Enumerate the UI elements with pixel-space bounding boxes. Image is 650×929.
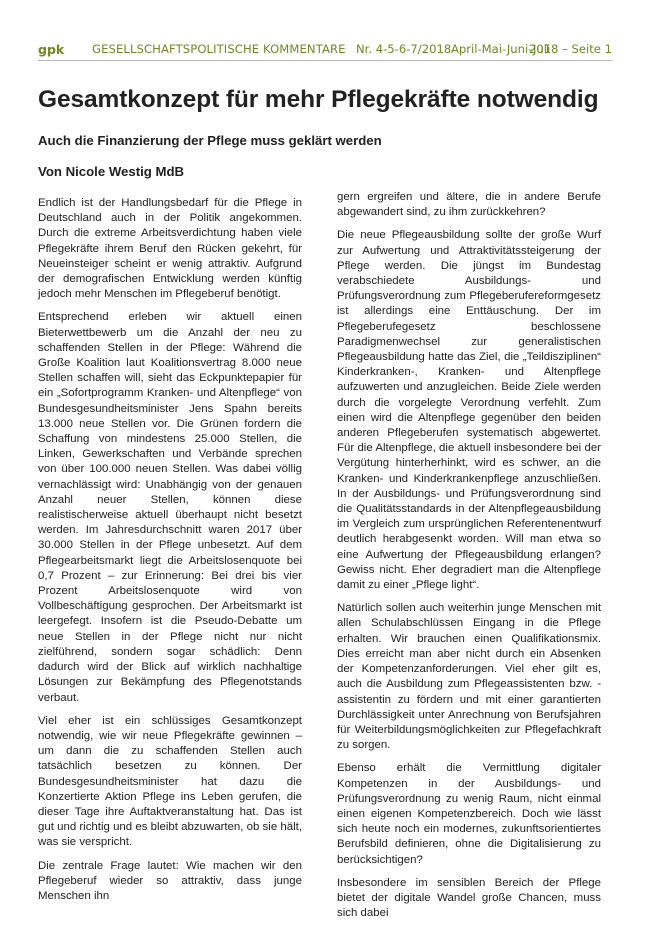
paragraph: Die zentrale Frage lautet: Wie machen wir den Pflegeberuf wieder so attraktiv, dass junge Menschen ihn — [38, 859, 302, 902]
right-column — [337, 190, 601, 929]
series-name: GESELLSCHAFTSPOLITISCHE KOMMENTARE — [92, 42, 346, 56]
paragraph: Viel eher ist ein schlüssiges Gesamtkonzept notwendig, wie wir neue Pflegekräfte gewinnen – um dann die zu schaffenden Stellen auch tatsächlich besetzen zu können. Der Bundesgesundheitsminister hat dazu die Konzertierte Aktion Pflege ins Leben gerufen, die dieser Tage ihre Auftaktveranstaltung hat. Das ist gut und richtig und es bleibt abzuwarten, ob sie hält, was sie verspricht. — [38, 714, 302, 849]
article-subtitle: Auch die Finanzierung der Pflege muss geklärt werden — [38, 133, 382, 148]
left-column — [38, 196, 302, 912]
page-header — [38, 42, 612, 60]
year-page: 2018 – Seite 1 — [528, 42, 612, 56]
paragraph: Endlich ist der Handlungsbedarf für die Pflege in Deutschland auch in der Politik angekommen. Durch die extreme Arbeitsverdichtung haben viele Pflegekräfte ihrem Beruf den Rücken gekehrt, für Neueinsteiger scheint er wenig attraktiv. Aufgrund der demografischen Entwicklung werden künftig jedoch mehr Menschen im Pflegeberuf benötigt. — [38, 197, 302, 301]
article-author: Von Nicole Westig MdB — [38, 164, 185, 179]
paragraph: Entsprechend erleben wir aktuell einen Bieterwettbewerb um die Anzahl der neu zu schaffenden Stellen in der Pflege: Während die Große Koalition laut Koalitionsvertrag 8.000 neue Stellen schaffen will, sieht das Eckpunktepapier für ein „Sofortprogramm Kranken- und Altenpflege“ von Bundesgesundheitsminister Jens Spahn bereits 13.000 neue Stellen vor. Die Grünen fordern die Schaffung von mindestens 25.000 Stellen, die Linken, Gewerkschaften und Verbände sprechen von über 100.000 neuen Stellen. Was dabei völlig vernachlässigt wird: Unabhängig von der genauen Anzahl neuer Stellen, können diese realistischerweise aktuell überhaupt nicht besetzt werden. Im Jahresdurchschnitt waren 2017 über 30.000 Stellen in der Pflege unbesetzt. Auf dem Pflegearbeitsmarkt liegt die Arbeitslosenquote bei 0,7 Prozent – zur Erinnerung: Bei drei bis vier Prozent Arbeitslosenquote wird von Vollbeschäftigung gesprochen. Der Arbeitsmarkt ist leergefegt. Insofern ist die Pseudo-Debatte um neue Stellen in der Pflege nicht nur nicht zielführend, sondern sogar schädlich: Denn dadurch wird der Blick auf wirklich nachhaltige Lösungen zur Bekämpfung des Pflegenotstands verbaut. — [38, 311, 302, 704]
issue-months: April-Mai-Juni-Juli — [451, 42, 551, 56]
paragraph: Natürlich sollen auch weiterhin junge Menschen mit allen Schulabschlüssen Eingang in die Pflege erhalten. Wir brauchen einen Qualifikationsmix. Dies erreicht man aber nicht durch ein Absenken der Kompetenzanforderungen. Viel eher gilt es, auch die Ausbildung zum Pflegeassistenten bzw. -assistentin zu fördern und mit einer garantierten Durchlässigkeit unter Anrechnung von Berufsjahren für Weiterbildungsmöglichkeiten zur Pflegefachkraft zu sorgen. — [337, 602, 601, 752]
article-title: Gesamtkonzept für mehr Pflegekräfte notwendig — [38, 86, 599, 113]
header-divider — [38, 60, 612, 61]
issue-number: Nr. 4-5-6-7/2018 — [356, 42, 452, 56]
paragraph: Ebenso erhält die Vermittlung digitaler Kompetenzen in der Ausbildungs- und Prüfungsverordnung zu wenig Raum, nicht einmal einen eigenen Kompetenzbereich. Doch wie lässt sich heute noch ein modernes, zukunftsorientiertes Berufsbild definieren, ohne die Digitalisierung zu berücksichtigen? — [337, 762, 601, 866]
gpk-logo: gpk — [38, 42, 65, 57]
paragraph: Insbesondere im sensiblen Bereich der Pflege bietet der digitale Wandel große Chancen, muss sich dabei — [337, 876, 601, 920]
paragraph: gern ergreifen und ältere, die in andere Berufe abgewandert sind, zu ihm zurückkehren? — [337, 191, 601, 219]
paragraph: Die neue Pflegeausbildung sollte der große Wurf zur Aufwertung und Attraktivitätssteigerung der Pflege werden. Die jüngst im Bundestag verabschiedete Ausbildungs- und Prüfungsverordnung zum Pflegeberufereformgesetz ist allerdings eine Enttäuschung. Der im Pflegeberufegesetz beschlossene Paradigmenwechsel zur generalistischen Pflegeausbildung hatte das Ziel, die „Teildisziplinen“ Kinderkranken-, Kranken- und Altenpflege aufzuwerten und anzugleichen. Beide Ziele werden durch die vorgelegte Verordnung verfehlt. Zum einen wird die Altenpflege gegenüber den beiden anderen Pflegeberufen systematisch abgewertet. Für die Altenpflege, die aktuell insbesondere bei der Vergütung hinterherhinkt, wird es schwer, an die Kranken- und Kinderkrankenpflege anzuschließen. In der Ausbildungs- und Prüfungsverordnung sind die Qualitätsstandards in der Altenpflegeausbildung im Vergleich zum ursprünglichen Referentenentwurf deutlich herabgesenkt worden. Will man etwa so eine Aufwertung der Pflegeausbildung erlangen? Gewiss nicht. Eher degradiert man die Altenpflege damit zu einer „Pflege light“. — [337, 229, 601, 592]
